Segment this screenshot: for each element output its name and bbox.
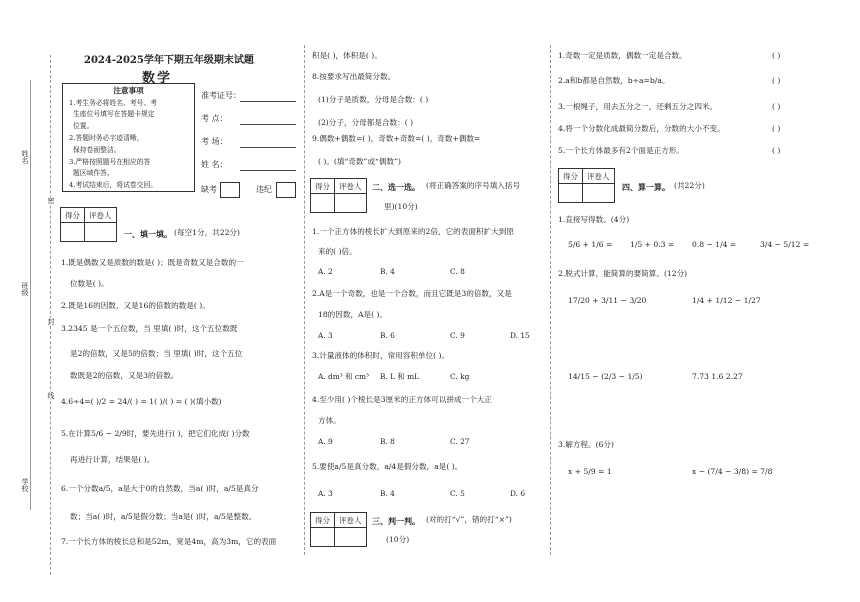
q8-part-2: (2)分子，分母都是合数：( ) [318, 118, 414, 127]
notice-line-1: 1.考生务必将姓名、考号、考 [69, 98, 158, 107]
section-3-note: (对的打“√”，错的打“×”) [426, 515, 512, 524]
calc-2-item-4: 7.73 1.6 2.27 [692, 372, 743, 381]
section-3-note-2: (10分) [386, 535, 410, 544]
judge-1: 1.奇数一定是质数，偶数一定是合数。 [558, 51, 687, 60]
notice-title: 注意事项 [113, 86, 144, 95]
q8: 8.按要求写出最简分数。 [312, 72, 396, 81]
q3-line-a: 3.2345 是一个五位数，当 里填( )时，这个五位数既 [61, 324, 238, 333]
notice-box [62, 83, 195, 192]
s5: 5.要使a/5是真分数，a/4是假分数，a是( )。 [312, 462, 463, 471]
notice-line-5: 保持卷面整洁。 [73, 145, 121, 154]
notice-line-6: 3.严格按照题号在相应的答 [69, 157, 151, 166]
score-label: 得分 [559, 169, 583, 184]
s5-option-b: B. 4 [380, 489, 395, 498]
s4-option-b: B. 8 [380, 437, 395, 446]
q9-line-b: ( )。(填“奇数”或“偶数”) [318, 157, 401, 166]
grader-cell[interactable] [583, 184, 615, 203]
missing-exam-box[interactable] [220, 182, 240, 198]
missing-exam-label: 缺考 [201, 185, 217, 194]
score-label: 得分 [311, 179, 335, 194]
score-cell[interactable] [311, 194, 335, 213]
s2-option-c: C. 9 [450, 331, 465, 340]
section-2-note: (将正确答案的序号填入括号 [426, 181, 521, 190]
q6-line-a: 6.一个分数a/5，a是大于0的自然数，当a( )时，a/5是真分 [61, 484, 259, 493]
section-4-title: 四、算一算。 [622, 182, 670, 192]
exam-room-field[interactable] [240, 147, 296, 148]
s3-option-b: B. L 和 mL [380, 372, 420, 381]
s5-option-c: C. 5 [450, 489, 465, 498]
name-label: 姓 名： [201, 160, 228, 169]
calc-2-item-2: 1/4 + 1/12 − 1/27 [692, 296, 761, 305]
notice-line-4: 2.答题时务必字迹清晰， [69, 133, 144, 142]
s1-option-b: B. 4 [380, 267, 395, 276]
s2-line-a: 2.A是一个奇数，也是一个合数，而且它既是3的倍数，又是 [312, 289, 512, 298]
calc-3-title: 3.解方程。(6分) [558, 440, 614, 449]
score-cell[interactable] [559, 184, 583, 203]
s2-option-b: B. 6 [380, 331, 395, 340]
calc-1-item-3: 0.8 − 1/4 = [692, 240, 737, 249]
section-4-note: (共22分) [674, 181, 705, 190]
exam-room-label: 考 场： [201, 137, 228, 146]
s2-line-b: 18的因数，A是( )。 [318, 310, 388, 319]
s2-option-a: A. 3 [318, 331, 333, 340]
judge-2: 2.a和b都是自然数，b÷a=b/a。 [558, 76, 670, 85]
grader-cell[interactable] [85, 223, 117, 242]
q4: 4.6÷4=( )/2 = 24/( ) = 1( )/( ) = ( )(填小数) [61, 397, 222, 406]
score-box-3 [310, 512, 367, 547]
margin-label-name: 姓名 [21, 150, 29, 164]
judge-5: 5.一个长方体最多有2个面是正方形。 [558, 146, 684, 155]
s1-option-a: A. 2 [318, 267, 333, 276]
calc-1-item-4: 3/4 − 5/12 = [760, 240, 810, 249]
notice-line-8: 4.考试结束后，将试卷交回。 [69, 181, 158, 190]
q5-line-a: 5.在计算5/6 − 2/9时，要先进行( )，把它们化成( )分数 [61, 429, 250, 438]
score-label: 得分 [311, 513, 335, 528]
calc-3-item-2: x − (7/4 − 3/8) = 7/8 [692, 467, 773, 476]
calc-1-title: 1.直接写得数。(4分) [558, 215, 630, 224]
cut-mark-xian: 线 [47, 392, 55, 399]
binding-line-dashed [50, 55, 51, 575]
s5-option-d: D. 6 [510, 489, 526, 498]
cut-mark-feng: 封 [47, 318, 55, 325]
q1-line-a: 1.既是偶数又是质数的数是( )；既是奇数又是合数的一 [61, 258, 244, 267]
calc-2-item-1: 17/20 + 3/11 − 3/20 [568, 296, 647, 305]
judge-1-paren[interactable]: ( ) [772, 51, 781, 60]
s1-line-a: 1.一个正方体的棱长扩大到原来的2倍，它的表面积扩大到原 [312, 227, 514, 236]
binding-line-outer [30, 80, 31, 510]
section-2-title: 二、选一选。 [372, 182, 420, 192]
column-divider-1 [304, 45, 305, 555]
q7-line-b: 积是( )，体积是( )。 [312, 51, 382, 60]
score-box-2 [310, 178, 367, 213]
s3-option-c: C. kg [450, 372, 470, 381]
section-1-note: (每空1分，共22分) [174, 228, 240, 237]
subject-title: 数学 [142, 71, 173, 86]
margin-label-school: 学校 [21, 478, 29, 492]
q1-line-b: 位数是( )。 [70, 279, 109, 288]
judge-4: 4.将一个分数化成最简分数后，分数的大小不变。 [558, 124, 725, 133]
s1-option-c: C. 8 [450, 267, 465, 276]
notice-line-3: 位置。 [73, 122, 94, 131]
judge-5-paren[interactable]: ( ) [772, 146, 781, 155]
s3: 3.计量液体的体积时，常用容积单位( )。 [312, 351, 450, 360]
s2-option-d: D. 15 [510, 331, 530, 340]
calc-1-item-1: 5/6 + 1/6 = [568, 240, 613, 249]
q3-line-c: 数既是2的倍数，又是3的倍数。 [70, 371, 179, 380]
grader-label: 评卷人 [335, 513, 367, 528]
grader-label: 评卷人 [335, 179, 367, 194]
q2: 2.既是16的因数，又是16的倍数的数是( )。 [61, 301, 210, 310]
q5-line-b: 再进行计算，结果是( )。 [70, 455, 155, 464]
calc-2-item-3: 14/15 − (2/3 − 1/5) [568, 372, 643, 381]
name-field[interactable] [240, 170, 296, 171]
score-cell[interactable] [61, 223, 85, 242]
calc-1-item-2: 1/5 + 0.3 = [630, 240, 675, 249]
judge-3: 3.一根绳子，用去五分之一，还剩五分之四米。 [558, 102, 718, 111]
grader-label: 评卷人 [583, 169, 615, 184]
exam-title: 2024-2025学年下期五年级期末试题 [84, 55, 254, 66]
cut-mark-mi: 密 [47, 197, 55, 204]
score-cell[interactable] [311, 528, 335, 547]
s4-line-a: 4.至少用( )个棱长是3厘米的正方体可以拼成一个大正 [312, 395, 492, 404]
q7-line-a: 7.一个长方体的棱长总和是52m，宽是4m，高为3m，它的表面 [61, 537, 277, 546]
violation-label: 违纪 [256, 185, 272, 194]
grader-label: 评卷人 [85, 208, 117, 223]
violation-box[interactable] [276, 182, 296, 198]
exam-site-field[interactable] [240, 124, 296, 125]
s4-line-b: 方体。 [318, 416, 341, 425]
section-1-title: 一、填一填。 [124, 229, 172, 239]
exam-site-label: 考 点： [201, 114, 228, 123]
q9-line-a: 9.偶数+偶数=( )，奇数+奇数=( )，奇数+偶数= [312, 134, 481, 143]
judge-2-paren[interactable]: ( ) [772, 76, 781, 85]
calc-2-title: 2.脱式计算，能简算的要简算。(12分) [558, 269, 688, 278]
exam-number-label: 准考证号： [201, 91, 241, 100]
judge-4-paren[interactable]: ( ) [772, 124, 781, 133]
section-3-title: 三、判一判。 [372, 516, 420, 526]
column-divider-2 [550, 45, 551, 555]
notice-line-7: 题区域作答。 [73, 169, 114, 178]
margin-label-class: 班级 [21, 282, 29, 296]
judge-3-paren[interactable]: ( ) [772, 102, 781, 111]
calc-3-item-1: x + 5/9 = 1 [568, 467, 612, 476]
notice-line-2: 生座位号填写在答题卡规定 [73, 110, 155, 119]
grader-cell[interactable] [335, 528, 367, 547]
q6-line-b: 数；当a( )时，a/5是假分数；当a是( )时，a/5是整数。 [70, 512, 257, 521]
exam-number-field[interactable] [240, 101, 296, 102]
q8-part-1: (1)分子是质数，分母是合数：( ) [318, 95, 429, 104]
s5-option-a: A. 3 [318, 489, 333, 498]
s4-option-c: C. 27 [450, 437, 470, 446]
score-label: 得分 [61, 208, 85, 223]
grader-cell[interactable] [335, 194, 367, 213]
section-2-note-2: 里)(10分) [384, 202, 418, 211]
score-box-4 [558, 168, 615, 203]
score-box-1 [60, 207, 117, 242]
s1-line-b: 来的( )倍。 [318, 247, 357, 256]
s3-option-a: A. dm³ 和 cm³ [318, 372, 369, 381]
s4-option-a: A. 9 [318, 437, 333, 446]
q3-line-b: 是2的倍数，又是5的倍数；当 里填( )时，这个五位 [70, 349, 243, 358]
